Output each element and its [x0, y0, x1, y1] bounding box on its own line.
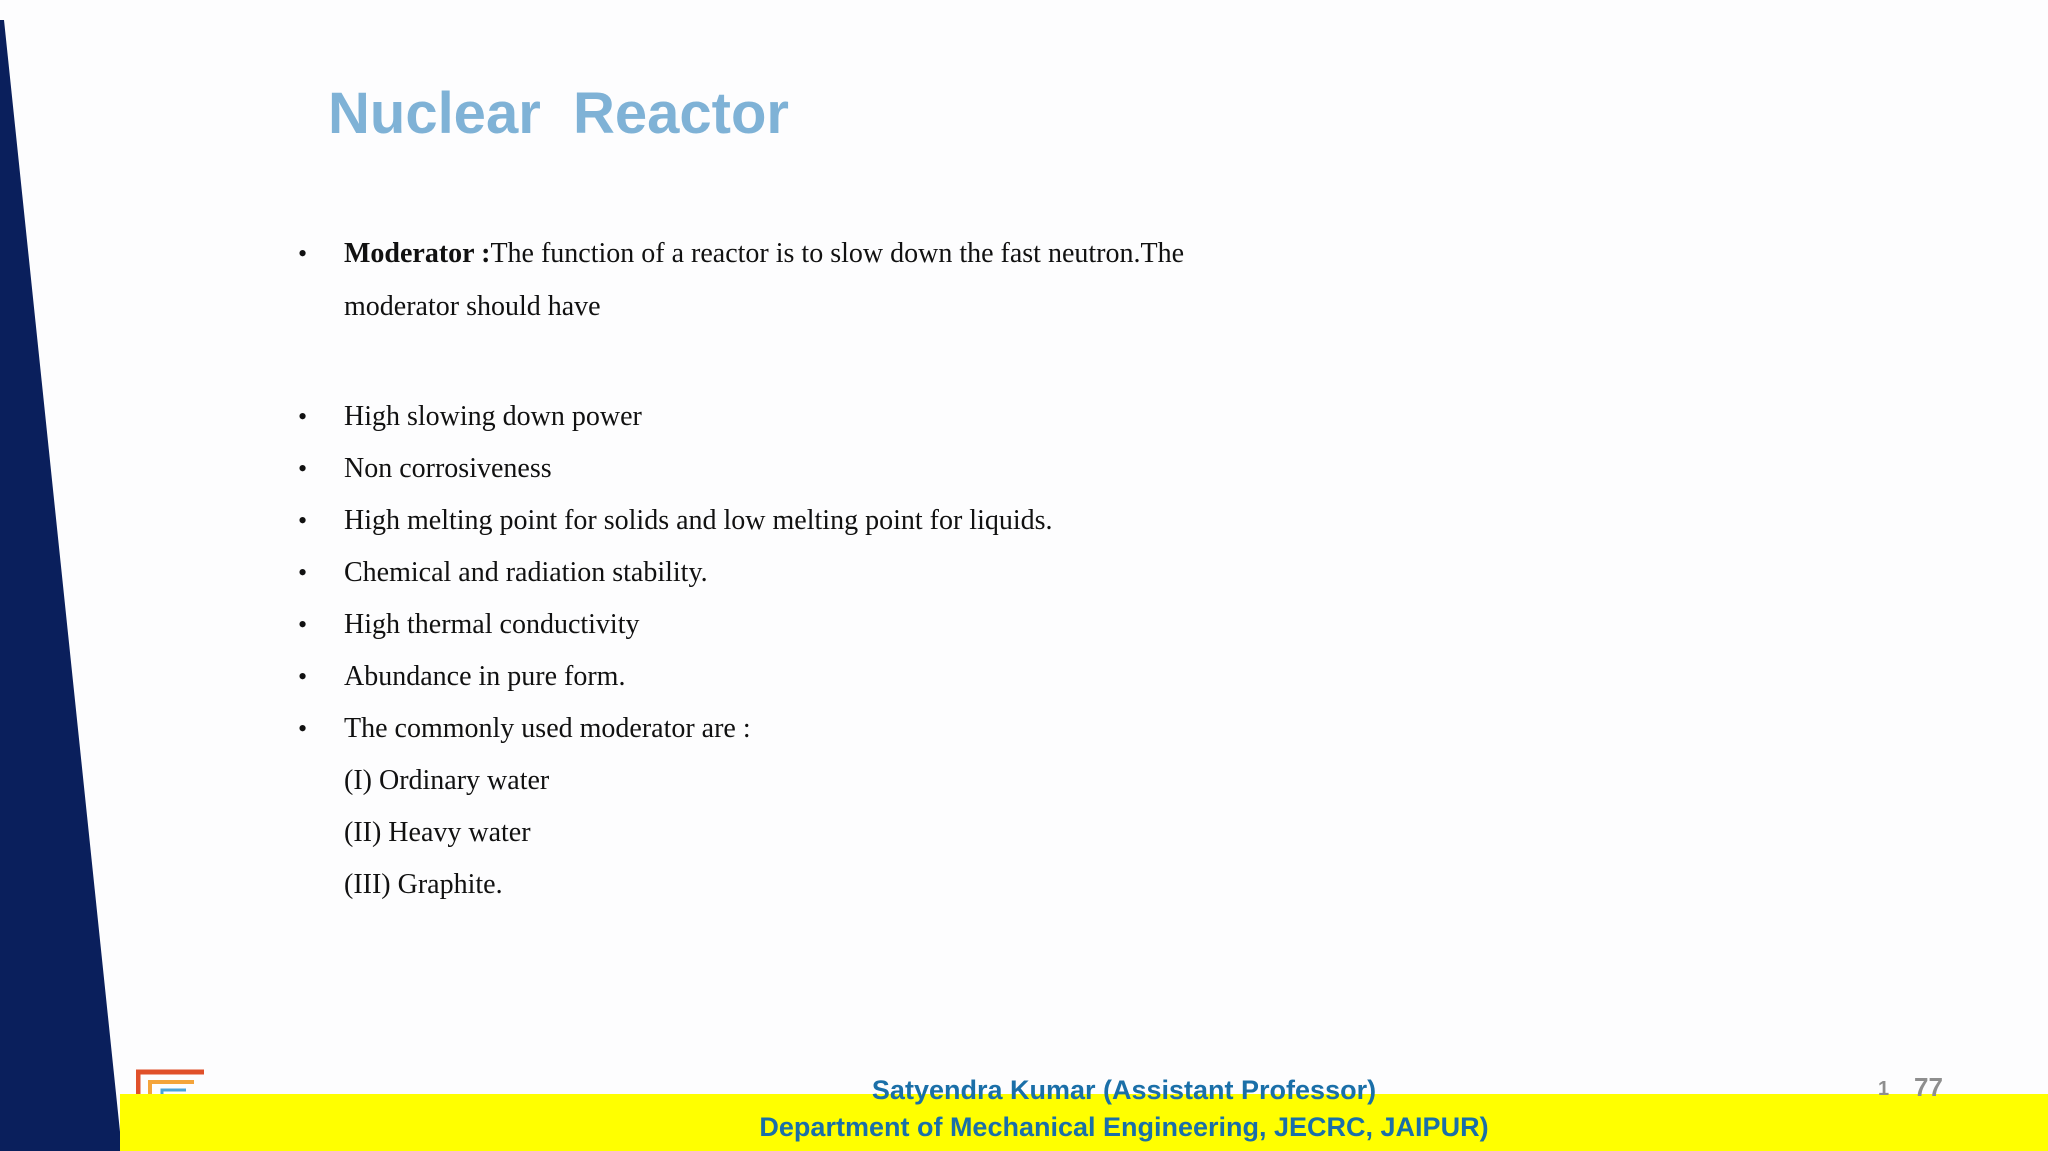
- page-prefix: 1: [1878, 1078, 1890, 1100]
- bullet-dot: •: [298, 610, 308, 639]
- bullet-dot: •: [298, 558, 308, 587]
- footer-department: Department of Mechanical Engineering, JECRC, JAIPUR): [759, 1112, 1489, 1142]
- bullet-item: Abundance in pure form.: [344, 661, 626, 692]
- intro-line-1: [344, 237, 1184, 271]
- slide-title: Nuclear Reactor: [328, 81, 789, 146]
- intro-line-2: moderator should have: [344, 291, 601, 322]
- moderator-label: Moderator :: [344, 238, 491, 269]
- bullet-dot: •: [298, 402, 308, 431]
- bullet-dot: •: [298, 714, 308, 743]
- bullet-dot: •: [298, 506, 308, 535]
- bullet-item: High melting point for solids and low melting point for liquids.: [344, 505, 1053, 536]
- bullet-dot: •: [298, 662, 308, 691]
- page-number: 77: [1914, 1072, 1943, 1102]
- moderator-example: (I) Ordinary water: [344, 765, 550, 796]
- intro-text-1: The function of a reactor is to slow down the fast neutron.The: [490, 238, 1185, 269]
- left-navy-wedge: [0, 0, 130, 1151]
- bullet-item: High thermal conductivity: [344, 609, 640, 640]
- moderator-example: (III) Graphite.: [344, 869, 503, 900]
- bullet-dot: •: [298, 239, 308, 268]
- bullet-item: Chemical and radiation stability.: [344, 557, 708, 588]
- bullet-dot: •: [298, 454, 308, 483]
- bullet-item: High slowing down power: [344, 401, 642, 432]
- footer-author: Satyendra Kumar (Assistant Professor): [871, 1075, 1377, 1105]
- bullet-item: The commonly used moderator are :: [344, 713, 751, 744]
- bullet-item: Non corrosiveness: [344, 453, 552, 484]
- moderator-example: (II) Heavy water: [344, 817, 531, 848]
